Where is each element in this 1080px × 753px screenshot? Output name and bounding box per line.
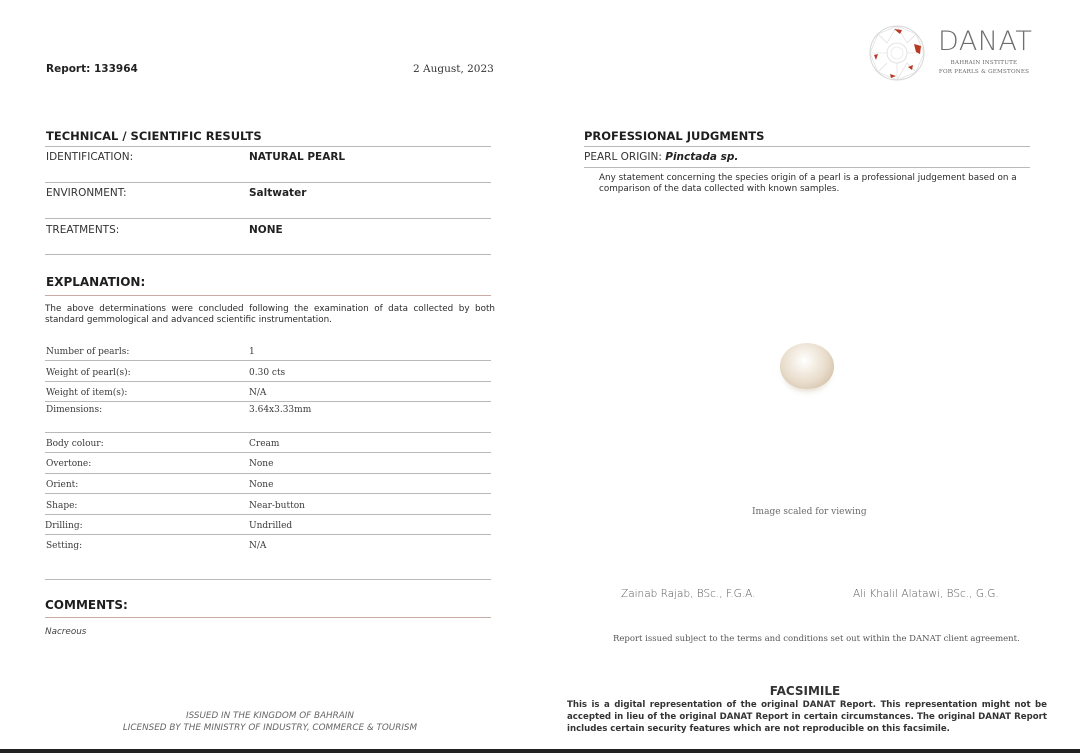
divider [45,617,491,618]
orient-value: None [249,480,274,490]
signature-right: Ali Khalil Alatawi, BSc., G.G. [853,588,999,600]
weight-of-items-value: N/A [249,388,267,398]
overtone-label: Overtone: [46,459,92,469]
overtone-value: None [249,459,274,469]
issued-line2: LICENSED BY THE MINISTRY OF INDUSTRY, COMMERCE & TOURISM [122,723,418,733]
comments-text: Nacreous [45,627,87,637]
divider [45,381,491,382]
divider [45,534,491,535]
issued-statement [90,710,450,734]
number-of-pearls-value: 1 [249,347,255,357]
pearl-origin-value: Pinctada sp. [665,151,739,163]
divider [45,295,491,296]
number-of-pearls-label: Number of pearls: [46,347,130,357]
orient-label: Orient: [46,480,79,490]
explanation-title: EXPLANATION: [46,275,146,289]
divider [45,218,491,219]
divider [584,167,1030,168]
setting-value: N/A [249,541,267,551]
pearl-origin-label: PEARL ORIGIN: [584,151,662,163]
shape-label: Shape: [46,501,78,511]
body-colour-value: Cream [249,439,280,449]
divider [45,452,491,453]
issued-line1: ISSUED IN THE KINGDOM OF BAHRAIN [186,711,354,721]
pearl-origin [584,151,738,163]
weight-of-pearls-label: Weight of pearl(s): [46,368,131,378]
divider [45,473,491,474]
treatments-label: TREATMENTS: [46,224,120,236]
divider [45,254,491,255]
terms-statement: Report issued subject to the terms and conditions set out within the DANAT client agreement. [613,634,1020,644]
divider [45,493,491,494]
divider [45,360,491,361]
report-date: 2 August, 2023 [413,63,494,75]
report-number: Report: 133964 [46,63,138,75]
identification-value: NATURAL PEARL [249,151,346,163]
divider [45,182,491,183]
divider [584,146,1030,147]
divider [45,146,491,147]
shape-value: Near-button [249,501,305,511]
divider [45,401,491,402]
divider [45,514,491,515]
divider [45,579,491,580]
comments-title: COMMENTS: [45,598,128,612]
weight-of-items-label: Weight of item(s): [46,388,128,398]
environment-label: ENVIRONMENT: [46,187,127,199]
setting-label: Setting: [46,541,83,551]
logo-subtitle-line2: FOR PEARLS & GEMSTONES [938,69,1030,75]
pearl-image [780,343,834,389]
image-caption: Image scaled for viewing [752,507,867,517]
logo-name: DANAT [938,26,1033,57]
facsimile-title: FACSIMILE [769,684,841,698]
dimensions-value: 3.64x3.33mm [249,405,312,415]
explanation-text: The above determinations were concluded following the examination of data collected by both standard gemmological and advanced scientific instrumentation. [45,304,495,325]
divider [45,432,491,433]
environment-value: Saltwater [249,187,307,199]
facsimile-text: This is a digital representation of the original DANAT Report. This representation might not be accepted in lieu of the original DANAT Report in certain circumstances. The original DANAT Report includes certain security features which are not reproducible on this facsimile. [567,700,1047,734]
treatments-value: NONE [249,224,283,236]
logo-subtitle-line1: BAHRAIN INSTITUTE [950,60,1018,66]
drilling-label: Drilling: [45,521,83,531]
drilling-value: Undrilled [249,521,293,531]
signature-left: Zainab Rajab, BSc., F.G.A. [621,588,756,600]
dimensions-label: Dimensions: [46,405,103,415]
body-colour-label: Body colour: [46,439,104,449]
logo-subtitle [938,59,1030,77]
origin-note: Any statement concerning the species origin of a pearl is a professional judgement based on a comparison of the data collected with known samples. [599,173,1017,194]
weight-of-pearls-value: 0.30 cts [249,368,286,378]
danat-gem-icon [866,24,928,82]
technical-results-title: TECHNICAL / SCIENTIFIC RESULTS [46,129,262,143]
identification-label: IDENTIFICATION: [46,151,134,163]
professional-judgments-title: PROFESSIONAL JUDGMENTS [584,129,765,143]
bottom-border [0,749,1080,753]
